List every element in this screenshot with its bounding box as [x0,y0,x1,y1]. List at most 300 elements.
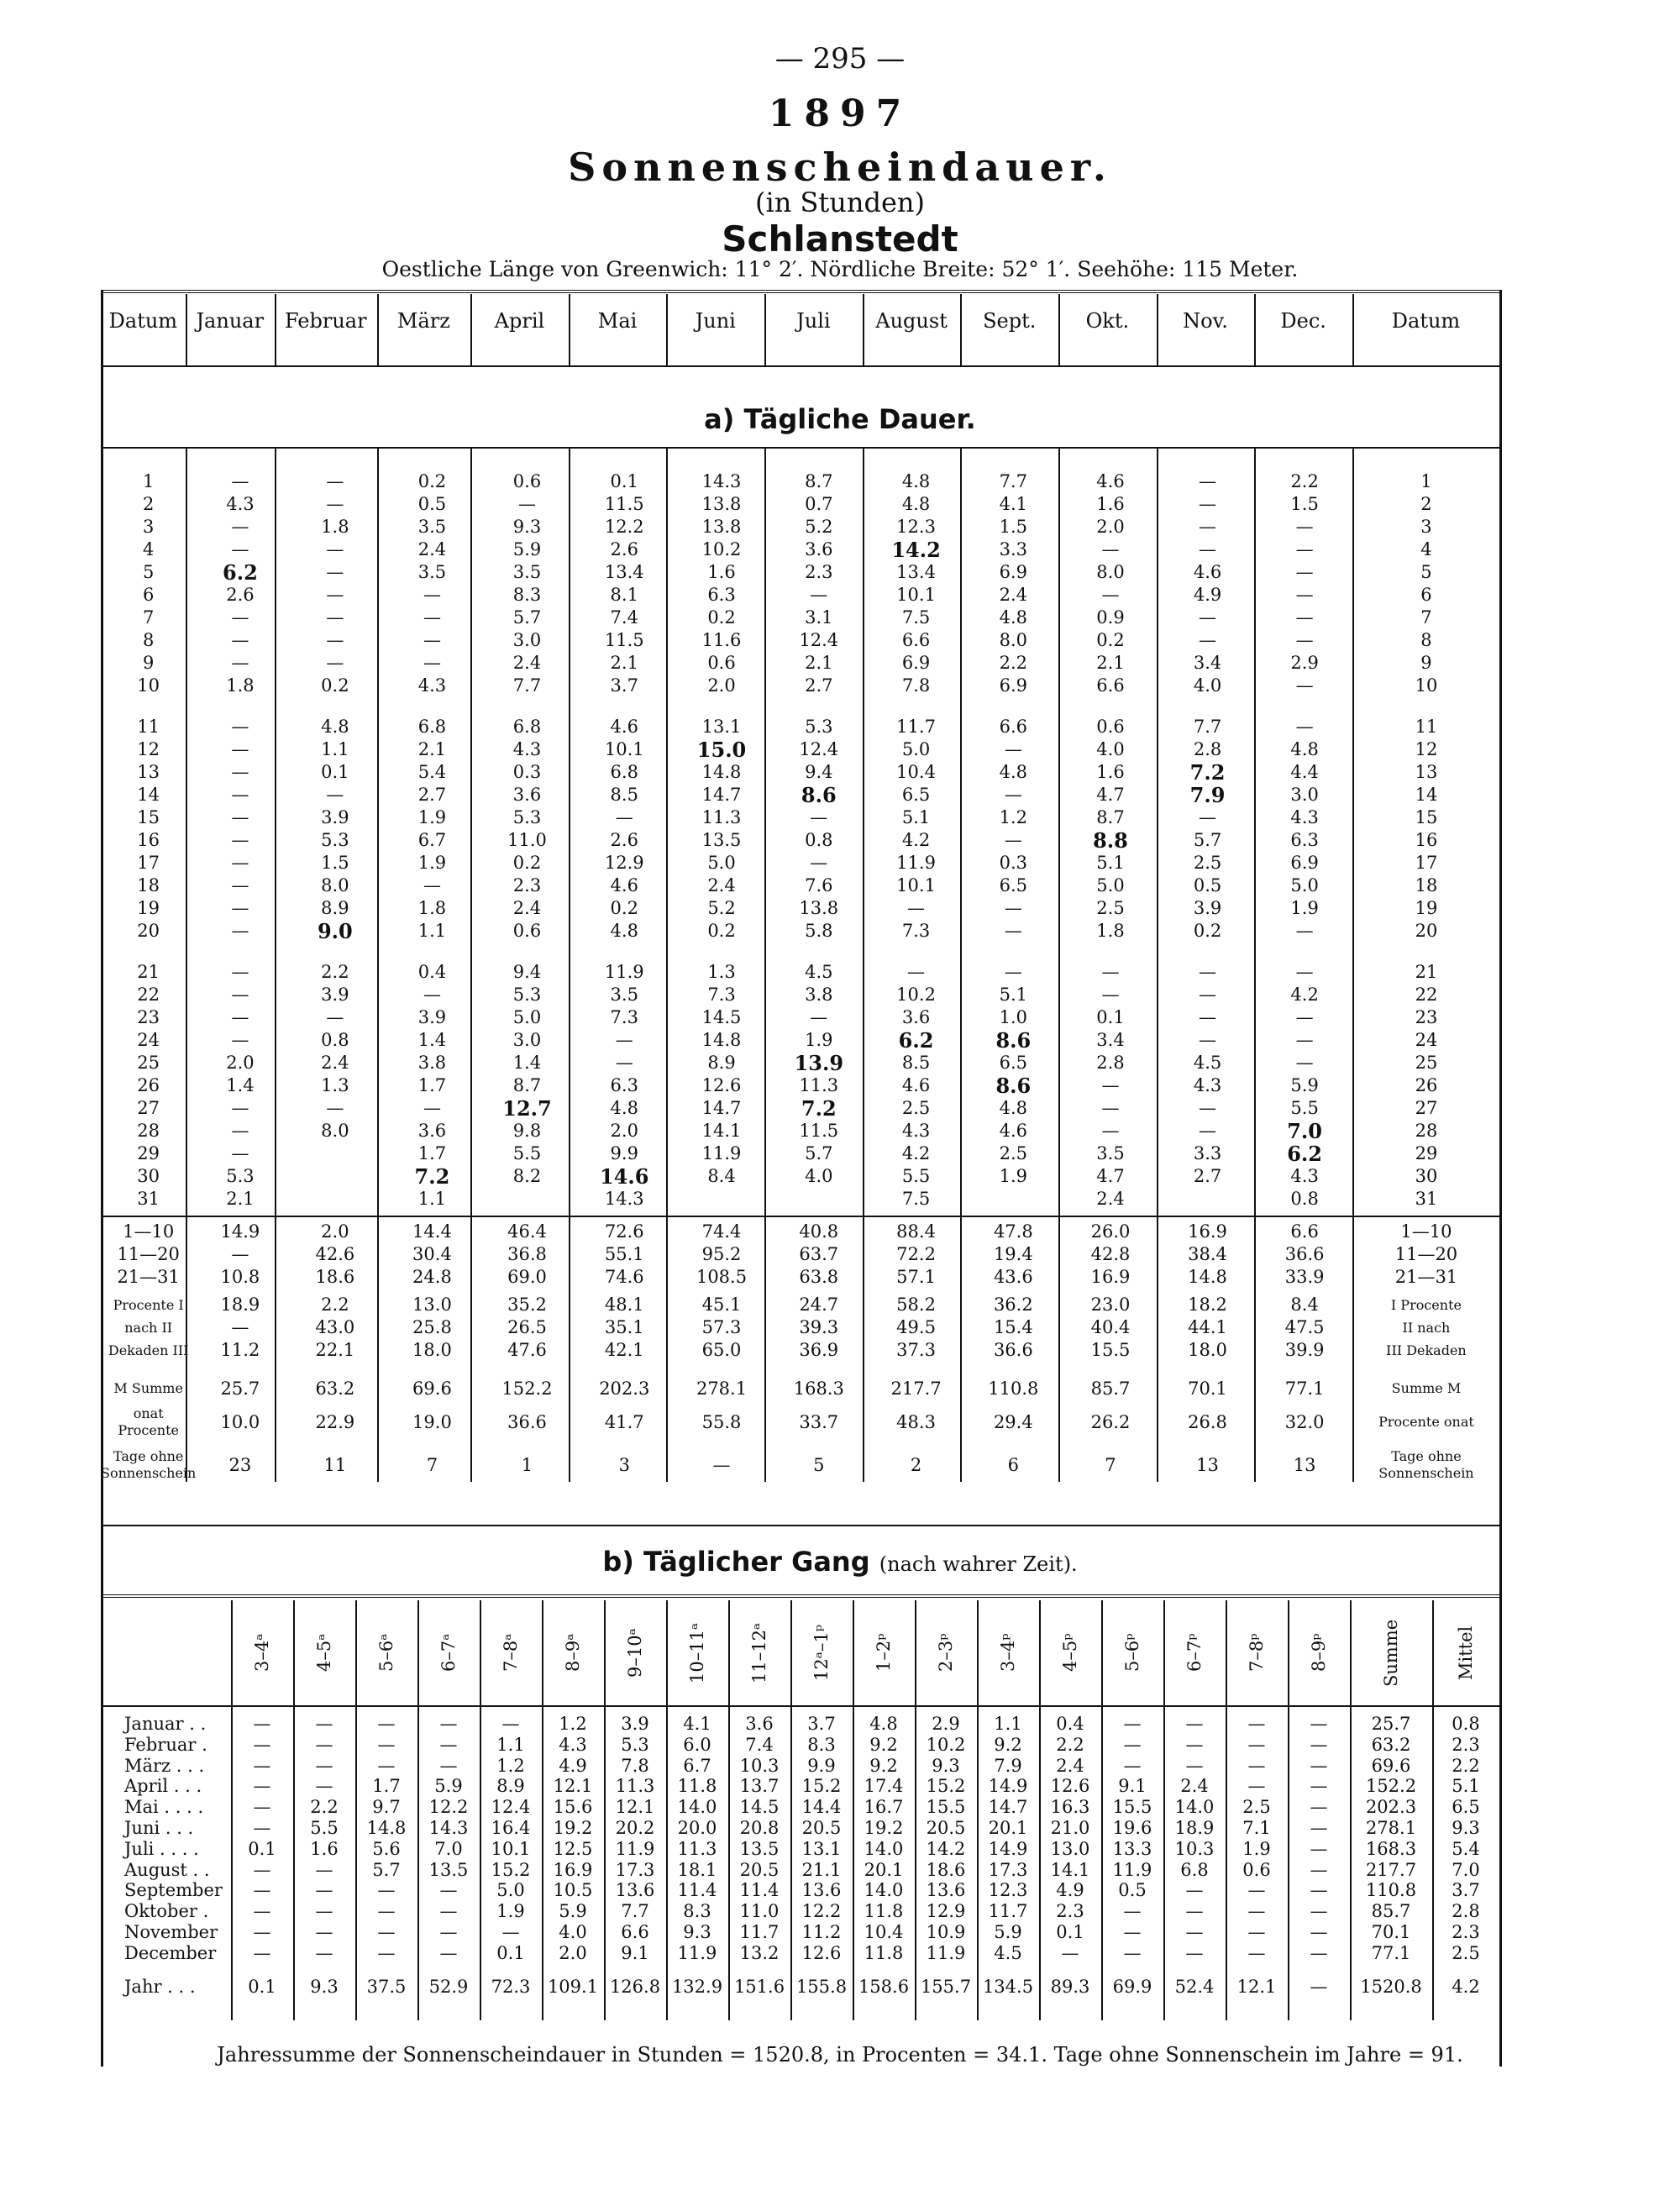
hour-value: — [439,1734,458,1755]
cell: — [423,585,441,605]
cell: 2.0 [610,1121,638,1141]
cell: 4.7 [1096,1166,1125,1186]
hour-value: 110.8 [1365,1880,1417,1901]
cell: 6.3 [707,585,736,605]
hour-value: 9.3 [310,1977,339,1998]
cell: 16.9 [1188,1221,1227,1242]
month-header-8: August [875,309,948,333]
cell: — [231,875,249,895]
cell: 5 [1420,562,1432,582]
cell: 3.5 [610,985,638,1005]
cell: — [1295,517,1314,537]
cell: 4.2 [1290,985,1319,1005]
hour-value: 14.8 [366,1817,407,1838]
header-divider [666,294,668,365]
cell: 3.8 [417,1053,447,1073]
cell: 2.2 [321,962,349,982]
hour-value: 5.6 [372,1838,401,1859]
hour-value: 70.1 [1371,1921,1411,1942]
column-divider [960,447,962,1482]
cell: Tage ohne Sonnenschein [101,1448,197,1481]
hour-value: 11.9 [615,1838,655,1859]
hour-value: 2.8 [1452,1901,1480,1922]
hour-value: 10.2 [926,1734,966,1755]
cell: 3.4 [1096,1030,1125,1050]
cell: 14.5 [701,1007,742,1027]
daily-row [101,1188,1499,1211]
cell: 33.9 [1284,1267,1325,1287]
hour-value: — [1123,1755,1142,1776]
hour-value: 69.6 [1371,1755,1411,1776]
cell: 4.8 [999,762,1028,782]
cell: 4.0 [805,1166,833,1186]
cell: 4.9 [1193,585,1222,605]
tage-ohne-row [101,1444,1499,1486]
daily-row [101,493,1499,516]
cell: 2.5 [901,1098,931,1118]
cell: 13.5 [701,830,742,850]
cell: — [1004,785,1022,805]
cell: 10 [1415,675,1438,696]
hour-value: 2.0 [559,1942,587,1963]
hour-value: — [439,1901,458,1922]
daily-row [101,607,1499,629]
cell: 6.6 [901,630,931,650]
hour-value: 13.5 [428,1859,469,1880]
hour-value: 10.5 [553,1880,593,1901]
cell: 8.5 [901,1053,931,1073]
cell: 44.1 [1188,1317,1227,1337]
hour-value: — [1247,1734,1266,1755]
cell: — [810,853,828,873]
hour-value: 109.1 [547,1977,599,1998]
cell: 16 [137,830,160,850]
cell: 7.5 [901,607,931,628]
hour-value: 11.4 [677,1880,717,1901]
cell: 25.8 [412,1317,452,1337]
cell: 8.0 [1096,562,1125,582]
daily-row [101,652,1499,675]
hour-value: 15.2 [801,1776,842,1797]
station-name: Schlanstedt [722,218,958,260]
daily-row [101,675,1499,697]
cell: — [1295,562,1314,582]
hour-value: — [377,1942,396,1963]
cell: 2.4 [417,539,447,559]
hour-value: — [1310,1977,1328,1998]
hour-value: 85.7 [1371,1901,1411,1922]
hour-value: 12.3 [988,1880,1028,1901]
cell: 63.7 [799,1244,839,1264]
hour-value: — [439,1755,458,1776]
hour-value: 4.8 [869,1714,898,1734]
hour-value: — [501,1714,520,1734]
cell: 5.7 [512,607,542,628]
procente-row [101,1316,1499,1339]
cell: 2.1 [226,1189,255,1209]
hour-value: — [1310,1942,1328,1963]
cell: 22.1 [315,1340,355,1360]
hour-value: 12.5 [553,1838,593,1859]
hour-value: 20.8 [739,1817,780,1838]
hour-value: 14.0 [864,1838,904,1859]
hour-header-8: 11–12ᵃ [749,1622,769,1683]
cell: 5.9 [1290,1075,1319,1095]
cell: 8.7 [512,1075,542,1095]
hour-value: 5.9 [994,1921,1022,1942]
hour-value: 3.7 [1452,1880,1480,1901]
daily-row [101,1006,1499,1029]
cell: 13 [1196,1454,1219,1475]
cell: 1.9 [1290,898,1319,918]
hour-value: 2.9 [932,1714,960,1734]
cell: 29.4 [993,1411,1033,1432]
cell: 48.1 [604,1295,644,1315]
hour-value: 0.1 [248,1977,276,1998]
cell: I Procente [1390,1296,1462,1313]
cell: 8.7 [805,471,833,491]
cell: 2.0 [321,1221,349,1242]
cell: — [1199,807,1217,827]
column-divider [186,447,187,1482]
cell: 10.1 [896,585,936,605]
cell: — [231,517,249,537]
hour-value: 14.0 [864,1880,904,1901]
cell: 1.8 [417,898,447,918]
cell: 7.2 [1189,760,1226,785]
cell: 1.0 [999,1007,1028,1027]
hour-header-11: 2–3ᵖ [936,1633,956,1673]
cell: 14.4 [412,1221,452,1242]
hour-value: 14.0 [677,1797,717,1818]
cell: 4.8 [1290,739,1319,759]
cell: 47.6 [507,1340,547,1360]
hour-header-1: 4–5ᵃ [314,1633,334,1673]
hour-value: 9.3 [683,1921,711,1942]
hour-value: 16.3 [1050,1797,1090,1818]
cell: 9.0 [317,919,353,943]
hour-value: 12.9 [926,1901,966,1922]
cell: 14.8 [1188,1267,1227,1287]
cell: 17 [137,853,160,873]
hourly-row [101,1880,1499,1901]
cell: 41.7 [604,1411,644,1432]
hour-value: 13.6 [801,1880,842,1901]
cell: 10.2 [701,539,742,559]
cell: 2.7 [805,675,833,696]
spacer-cell [101,697,1499,716]
hour-header-3: 6–7ᵃ [438,1633,459,1673]
cell: 74.4 [701,1221,742,1242]
cell: — [1101,539,1120,559]
cell: III Dekaden [1386,1342,1467,1358]
hour-value: 11.7 [739,1921,780,1942]
hour-value: 20.2 [615,1817,655,1838]
hour-value: 25.7 [1371,1714,1411,1734]
cell: — [1101,1121,1120,1141]
cell: 2 [142,494,155,514]
hour-value: 10.1 [491,1838,531,1859]
hourly-top-rule [101,1594,1499,1598]
hour-value: — [1310,1797,1328,1818]
cell: 0.4 [417,962,447,982]
cell: 12.4 [799,739,839,759]
cell: — [1295,585,1314,605]
hour-value: 4.3 [559,1734,587,1755]
hour-value: 7.9 [994,1755,1022,1776]
cell: 14.2 [891,538,941,562]
hour-value: — [315,1921,333,1942]
hour-value: 8.3 [807,1734,836,1755]
hour-value: 5.4 [1452,1838,1480,1859]
hour-value: 13.6 [926,1880,966,1901]
hour-value: 12.4 [491,1797,531,1818]
hour-value: 2.3 [1452,1734,1480,1755]
hour-value: 2.2 [1056,1734,1084,1755]
cell: 23.0 [1090,1295,1131,1315]
row-spacer [101,697,1499,716]
hour-value: 11.0 [739,1901,780,1922]
hour-value: 10.4 [864,1921,904,1942]
daily-row [101,961,1499,984]
hour-value: 21.0 [1050,1817,1090,1838]
cell: — [231,898,249,918]
column-header-row [101,294,1499,365]
cell: 47.5 [1284,1317,1325,1337]
daily-table-area [101,470,1499,1486]
daily-row [101,561,1499,584]
cell: 39.3 [799,1317,839,1337]
cell: 23 [228,1454,252,1475]
hour-value: 0.6 [1242,1859,1271,1880]
cell: — [231,785,249,805]
cell: 7.6 [805,875,833,895]
cell: 2.4 [512,898,542,918]
hour-value: — [253,1797,271,1818]
cell: 4.4 [1290,762,1319,782]
cell: 1.1 [417,921,447,941]
cell: 13.4 [604,562,644,582]
hour-value: 0.5 [1118,1880,1147,1901]
cell: 15.0 [696,738,747,762]
cell: 1 [1420,471,1432,491]
cell: 0.3 [512,762,542,782]
cell: — [231,1317,249,1337]
cell: 6.5 [999,1053,1028,1073]
hour-value: — [1310,1714,1328,1734]
cell: 0.2 [610,898,638,918]
header-divider [186,294,187,365]
hour-value: — [253,1942,271,1963]
cell: 8.6 [995,1074,1032,1098]
cell: 10 [137,675,160,696]
cell: 13 [137,762,160,782]
cell: 3.8 [805,985,833,1005]
cell: 26.0 [1090,1221,1131,1242]
cell: 29 [1415,1143,1438,1163]
month-header-7: Juli [796,309,831,333]
cell: 8.6 [801,783,837,807]
cell: 0.5 [1193,875,1222,895]
cell: — [810,585,828,605]
cell: — [1295,717,1314,737]
cell: — [231,1030,249,1050]
cell: 35.1 [604,1317,644,1337]
hour-value: — [1310,1734,1328,1755]
column-divider [764,447,766,1482]
hour-value: 15.2 [926,1776,966,1797]
cell: 12.9 [604,853,644,873]
cell: — [231,653,249,673]
hour-value: — [1185,1734,1204,1755]
cell: 8.5 [610,785,638,805]
cell: 88.4 [896,1221,936,1242]
hour-value: — [1061,1942,1079,1963]
daily-row [101,1029,1499,1052]
month-header-9: Sept. [983,309,1037,333]
dekade-sum-row [101,1243,1499,1266]
hour-value: 11.8 [864,1942,904,1963]
hour-value: 6.0 [683,1734,711,1755]
cell: 11 [1415,717,1438,737]
hour-header-17: 8–9ᵖ [1309,1633,1329,1673]
cell: 11.3 [799,1075,839,1095]
cell: 4.3 [1290,1166,1319,1186]
cell: 5.3 [226,1166,255,1186]
hour-value: 18.9 [1174,1817,1215,1838]
cell: 63.8 [799,1267,839,1287]
cell: 1.5 [999,517,1028,537]
cell: 3.6 [512,785,542,805]
daily-row [101,1142,1499,1165]
hour-header-0: 3–4ᵃ [252,1633,272,1673]
cell: — [1004,921,1022,941]
hour-value: 155.7 [920,1977,972,1998]
hour-value: 2.5 [1242,1797,1271,1818]
cell: 28 [1415,1121,1438,1141]
section-b-title [0,1546,1680,1578]
cell: 26.2 [1090,1411,1131,1432]
cell: 3.9 [321,807,349,827]
cell: 36.6 [1284,1244,1325,1264]
hour-value: 1.6 [310,1838,339,1859]
hour-value: 20.0 [677,1817,717,1838]
cell: 0.8 [805,830,833,850]
cell: — [1199,494,1217,514]
cell: 14.8 [701,1030,742,1050]
hour-value: 168.3 [1365,1838,1417,1859]
cell: — [423,653,441,673]
cell: 2.5 [1193,853,1222,873]
hour-value: 4.1 [683,1714,711,1734]
daily-row [101,738,1499,761]
cell: 2.1 [417,739,447,759]
cell: 5.0 [901,739,931,759]
cell: 3.0 [512,1030,542,1050]
cell: — [1199,1121,1217,1141]
cell: 2.5 [999,1143,1028,1163]
footer-summary: Jahressumme der Sonnenscheindauer in Stunden = 1520.8, in Procenten = 34.1. Tage ohne Sonnenschein im Jahre = 91. [217,2043,1463,2067]
cell: 1.8 [226,675,255,696]
hour-value: 9.1 [1118,1776,1147,1797]
cell: — [1101,1098,1120,1118]
month-label: Februar . [124,1734,207,1755]
cell: 3.6 [417,1121,447,1141]
daily-row [101,1120,1499,1142]
hour-value: 14.5 [739,1797,780,1818]
cell: 7 [1105,1454,1116,1475]
hour-header-18: Summe [1381,1619,1401,1687]
cell: 3.5 [417,517,447,537]
month-label: August . . [124,1859,210,1880]
hour-value: 5.7 [372,1859,401,1880]
cell: 12.2 [604,517,644,537]
cell: — [326,607,344,628]
hour-value: 3.9 [621,1714,649,1734]
cell [479,1188,576,1211]
cell: 0.1 [321,762,349,782]
hour-header-12: 3–4ᵖ [998,1633,1018,1673]
cell: 0.9 [1096,607,1125,628]
daily-row [101,784,1499,806]
header-divider [863,294,864,365]
cell: — [1199,1098,1217,1118]
cell: 18.0 [412,1340,452,1360]
hour-header-16: 7–8ᵖ [1247,1633,1267,1673]
cell: 4.8 [901,494,931,514]
column-divider [863,447,864,1482]
cell: 40.4 [1090,1317,1131,1337]
cell: — [1004,739,1022,759]
column-divider [1157,447,1158,1482]
hour-value: 202.3 [1365,1797,1417,1818]
hourly-row [101,1818,1499,1839]
cell: 4.3 [417,675,447,696]
hour-value: 14.9 [988,1776,1028,1797]
cell: 4.3 [512,739,542,759]
hour-value: 7.4 [745,1734,774,1755]
hour-value: — [253,1880,271,1901]
row-spacer [101,943,1499,961]
cell: 11—20 [117,1244,180,1264]
cell: 37.3 [896,1340,936,1360]
cell: 11.5 [604,494,644,514]
cell: 29 [137,1143,160,1163]
cell: 5.0 [512,1007,542,1027]
cell: — [231,539,249,559]
hour-value: — [315,1901,333,1922]
cell: 22.9 [315,1411,355,1432]
cell: Procente I [113,1296,184,1313]
spacer-cell [101,1211,1499,1216]
page-number: — 295 — [774,42,906,76]
cell: 7.7 [512,675,542,696]
cell: 1 [521,1454,533,1475]
cell: — [1295,921,1314,941]
cell: 8.0 [321,875,349,895]
cell: 77.1 [1284,1378,1325,1399]
cell: 36.2 [993,1295,1033,1315]
daily-row [101,984,1499,1006]
cell: — [231,962,249,982]
hour-value: 7.0 [1452,1859,1480,1880]
cell: 6.9 [999,562,1028,582]
cell: 0.6 [1096,717,1125,737]
cell: — [1295,1053,1314,1073]
hour-value: — [501,1921,520,1942]
cell: 3.5 [512,562,542,582]
cell: 9 [1420,653,1432,673]
